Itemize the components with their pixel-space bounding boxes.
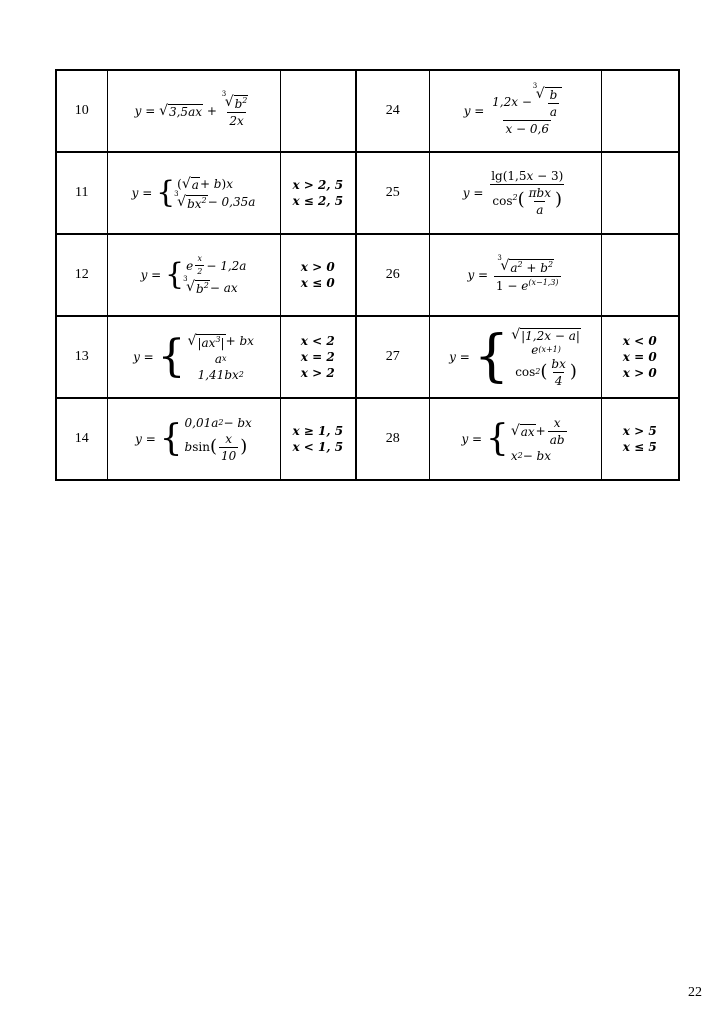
condition: x > 5: [622, 424, 657, 438]
condition: x > 2: [300, 366, 335, 380]
formula-27: y = { √ |1,2x − a| e (x+1) cos 2 ( $\frac{bx}{4}$ ): [429, 316, 601, 398]
condition: x = 0: [622, 350, 657, 364]
condition-cell: [280, 316, 356, 398]
table-row: [56, 234, 679, 316]
condition-cell: [601, 234, 679, 316]
formula-25: y = lg(1,5x − 3) $\cos^2$( $\frac{\text{πbx}}{a}$ ): [429, 152, 601, 234]
formula-24: y = 1,2x − 3 √ $\frac{b}{a}$ x − 0,6: [429, 70, 601, 152]
variant-number: 28: [356, 398, 429, 480]
condition: x < 0: [622, 334, 657, 348]
variant-number: 27: [356, 316, 429, 398]
condition-cell: [280, 152, 356, 234]
variant-number: 13: [56, 316, 107, 398]
condition: x = 2: [300, 350, 335, 364]
variant-number: 10: [56, 70, 107, 152]
formula-28: y = { √ ax + $\frac{x}{ab}$ x 2 − bx: [429, 398, 601, 480]
condition: x > 0: [622, 366, 657, 380]
condition: x > 0: [300, 260, 335, 274]
variant-number: 24: [356, 70, 429, 152]
table-row: [56, 70, 679, 152]
formula-10: y = √ 3,5ax + 3 √ $b^2$ 2x: [107, 70, 280, 152]
formula-12: y = { e $\frac{x}{2}$ − 1,2a 3 √ $b^2$ − ax: [107, 234, 280, 316]
condition-cell: [601, 70, 679, 152]
variants-table: [55, 69, 680, 481]
formula-26: y = 3 √ $a^2 + b^2$ $1 - e^{(x-1,3)}$: [429, 234, 601, 316]
table-row: [56, 316, 679, 398]
condition: x < 2: [300, 334, 335, 348]
condition-cell: [280, 234, 356, 316]
variant-number: 11: [56, 152, 107, 234]
variant-number: 26: [356, 234, 429, 316]
condition-cell: [601, 398, 679, 480]
condition: x ≤ 5: [622, 440, 657, 454]
condition: x ≤ 2, 5: [292, 194, 344, 208]
condition-cell: [280, 70, 356, 152]
table-row: [56, 398, 679, 480]
page-number: 22: [688, 985, 702, 1000]
variant-number: 14: [56, 398, 107, 480]
table-row: [56, 152, 679, 234]
condition: x < 1, 5: [292, 440, 344, 454]
condition: x ≤ 0: [300, 276, 335, 290]
variant-number: 12: [56, 234, 107, 316]
formula-14: y = { 0,01a 2 − bx b sin ( $\frac{x}{10}$ ): [107, 398, 280, 480]
condition: x ≥ 1, 5: [292, 424, 344, 438]
condition-cell: [601, 152, 679, 234]
condition-cell: [601, 316, 679, 398]
condition: x > 2, 5: [292, 178, 344, 192]
formula-11: y = { ( √ a + b ) x 3 √ $bx^2$ − 0,35a: [107, 152, 280, 234]
formula-13: y = { √ $|ax^3|$ + bx a x 1,41bx 2: [107, 316, 280, 398]
condition-cell: [280, 398, 356, 480]
variant-number: 25: [356, 152, 429, 234]
